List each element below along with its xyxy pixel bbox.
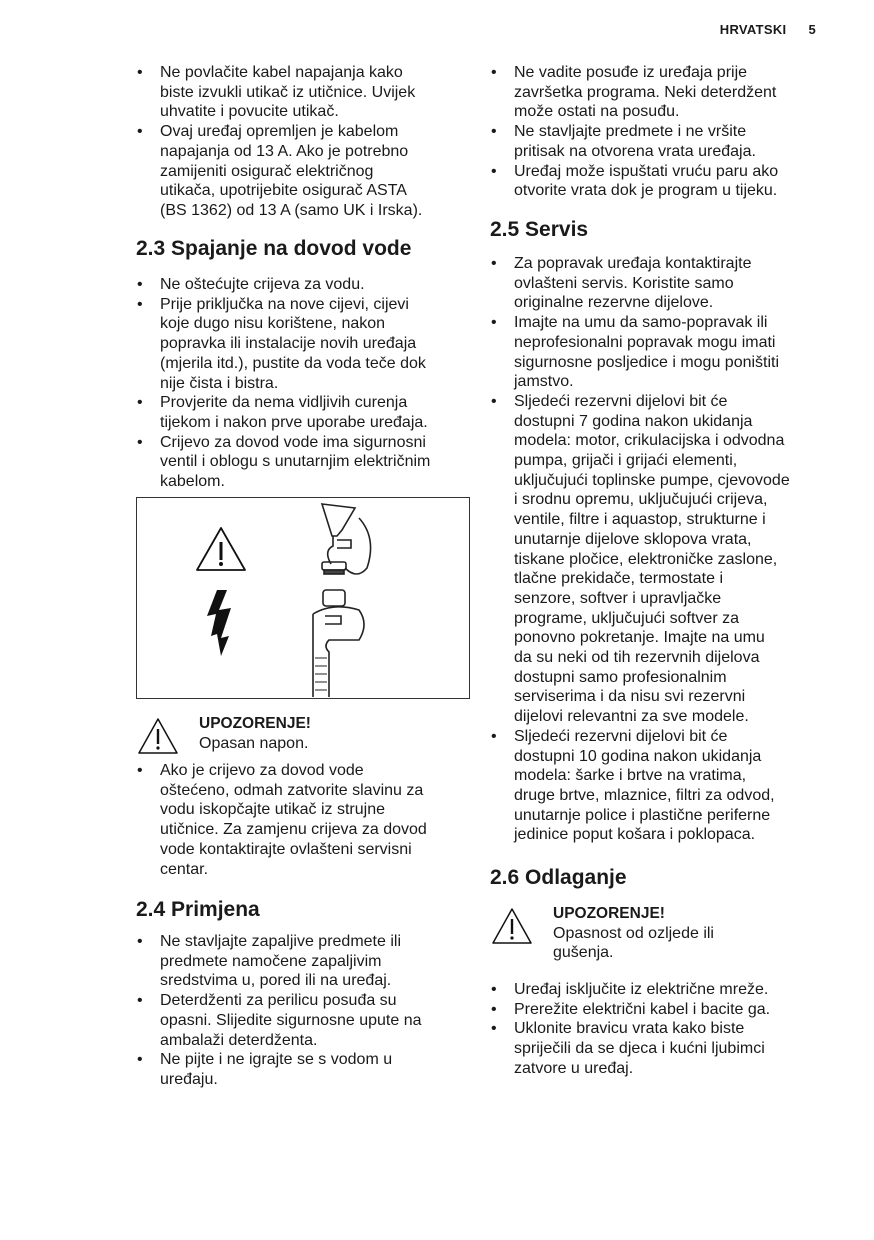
warning-box [490, 904, 830, 963]
list-item-text: dostupni samo profesionalnim [514, 668, 727, 686]
list-item [136, 275, 476, 295]
bullet-list [136, 761, 476, 879]
bullet-icon: • [137, 123, 143, 141]
list-item-text: Sljedeći rezervni dijelovi bit će [514, 392, 728, 410]
inlet-hose-icon [313, 590, 364, 697]
bullet-list [490, 63, 830, 201]
list-item-text: Uklonite bravicu vrata kako biste [514, 1020, 745, 1038]
list-item-text: Prerežite električni kabel i bacite ga. [514, 1000, 771, 1018]
bullet-icon: • [491, 981, 497, 998]
bullet-icon: • [137, 276, 143, 293]
bullet-list [490, 254, 830, 845]
list-item-text: ovlašteni servis. Koristite samo [514, 274, 734, 292]
list-item-text: zamijeniti osigurač električnog [160, 162, 374, 180]
list-item-text: predmete namočene zapaljivim [160, 952, 382, 970]
section-heading-2-3: 2.3 Spajanje na dovod vode [136, 237, 412, 260]
list-item-text: originalne rezervne dijelove. [514, 294, 714, 312]
warning-title: UPOZORENJE! [199, 715, 311, 732]
list-item-text: (mjerila itd.), pustite da voda teče dok [160, 354, 426, 372]
list-item-text: serviserima i da nisu svi rezervni [514, 688, 746, 706]
bullet-list [136, 932, 476, 1090]
list-item-text: Deterdženti za perilicu posuđa su [160, 992, 397, 1010]
list-item-text: da su neki od tih rezervnih dijelova [514, 649, 760, 667]
list-item-text: tiskane pločice, elektroničke zaslone, [514, 550, 778, 568]
bullet-list [490, 980, 830, 1079]
list-item-text: unutarnje dijelove sklopova vrata, [514, 530, 752, 548]
list-item-text: Ne vadite posuđe iz uređaja prije [514, 64, 748, 81]
bullet-list [136, 63, 476, 221]
warning-triangle-icon [136, 716, 180, 756]
list-item-text: zatvore u uređaj. [514, 1059, 634, 1077]
warning-box [136, 714, 476, 753]
list-item-text: dijelovi relevantni za sve modele. [514, 708, 749, 726]
section-heading-2-6: 2.6 Odlaganje [490, 866, 627, 889]
list-item [136, 932, 476, 991]
list-item-text: utičnice. Za zamjenu crijeva za dovod [160, 821, 427, 839]
list-item [490, 254, 830, 313]
list-item [490, 63, 830, 122]
list-item-text: sigurnosne posljedice i mogu poništiti [514, 353, 780, 371]
list-item [136, 1050, 476, 1089]
list-item [136, 433, 476, 492]
list-item-text: uhvatite i povucite utikač. [160, 103, 339, 121]
list-item [490, 313, 830, 392]
list-item-text: koje dugo nisu korištene, nakon [160, 315, 386, 333]
list-item-text: ventile, filtre i aquastop, strukturne i [514, 511, 766, 529]
bullet-icon: • [491, 1020, 497, 1038]
list-item-text: Uređaj isključite iz električne mreže. [514, 981, 769, 998]
list-item-text: pumpa, grijači i grijaći elementi, [514, 452, 738, 470]
list-item-text: Ne pijte i ne igrajte se s vodom u [160, 1051, 393, 1069]
list-item [490, 980, 830, 1000]
list-item-text: Crijevo za dovod vode ima sigurnosni [160, 433, 426, 451]
list-item [490, 162, 830, 201]
list-item-text: kabelom. [160, 473, 225, 491]
list-item-text: utikača, upotrijebite osigurač ASTA [160, 182, 407, 200]
list-item-text: Provjerite da nema vidljivih curenja [160, 394, 408, 412]
list-item-text: može ostati na posuđu. [514, 103, 680, 121]
list-item-text: Za popravak uređaja kontaktirajte [514, 255, 752, 272]
list-item-text: Ovaj uređaj opremljen je kabelom [160, 123, 399, 141]
list-item-text: pritisak na otvorena vrata uređaja. [514, 142, 756, 160]
list-item-text: jamstvo. [514, 373, 574, 391]
list-item-text: napajanja od 13 A. Ako je potrebno [160, 142, 409, 160]
list-item-text: Prije priključka na nove cijevi, cijevi [160, 295, 409, 313]
list-item [490, 392, 830, 727]
list-item-text: uređaju. [160, 1070, 218, 1088]
bullet-icon: • [491, 162, 497, 180]
list-item-text: Ne stavljajte zapaljive predmete ili [160, 933, 401, 950]
list-item-text: jedinice poput košara i poklopaca. [514, 826, 756, 844]
list-item-text: popravka ili instalacije novih uređaja [160, 335, 417, 353]
list-item-text: Uređaj može ispuštati vruću paru ako [514, 162, 779, 180]
list-item-text: spriječili da se djeca i kućni ljubimci [514, 1040, 765, 1058]
list-item-text: tijekom i nakon prve uporabe uređaja. [160, 413, 428, 431]
bullet-icon: • [137, 762, 143, 779]
page-number: 5 [808, 22, 816, 37]
bullet-icon: • [491, 392, 497, 410]
list-item-text: modela: motor, crikulacijska i odvodna [514, 432, 785, 450]
bullet-icon: • [137, 933, 143, 950]
list-item [490, 727, 830, 845]
list-item-text: ambalaži deterdženta. [160, 1031, 318, 1049]
warning-text: Opasan napon. [199, 734, 309, 752]
list-item-text: vodu iskopčajte utikač iz strujne [160, 801, 385, 819]
list-item-text: ponovno pokretanje. Imajte na umu [514, 629, 765, 647]
list-item [136, 63, 476, 122]
list-item-text: otvorite vrata dok je program u tijeku. [514, 182, 778, 200]
list-item [136, 991, 476, 1050]
warning-title: UPOZORENJE! [553, 905, 665, 922]
list-item-text: sredstvima u, pored ili na uređaj. [160, 972, 392, 990]
list-item-text: ventil i oblogu s unutarnjim električnim [160, 453, 431, 471]
bullet-icon: • [491, 1000, 497, 1018]
list-item-text: neprofesionalni popravak mogu imati [514, 333, 776, 351]
list-item-text: vode kontaktirajte ovlašteni servisni [160, 840, 412, 858]
bullet-icon: • [137, 433, 143, 451]
water-tap-icon [322, 504, 371, 574]
bullet-icon: • [491, 123, 497, 141]
list-item-text: Ako je crijevo za dovod vode [160, 762, 364, 779]
warning-text: gušenja. [553, 944, 614, 962]
list-item [490, 122, 830, 161]
bullet-icon: • [137, 295, 143, 313]
list-item-text: Ne oštećujte crijeva za vodu. [160, 276, 365, 293]
list-item-text: tlačne prekidače, termostate i [514, 570, 723, 588]
bullet-icon: • [137, 394, 143, 412]
water-inlet-figure [136, 497, 470, 699]
bullet-icon: • [491, 314, 497, 332]
list-item-text: opasni. Slijedite sigurnosne upute na [160, 1011, 422, 1029]
list-item-text: i srodnu opremu, uključujući crijeva, [514, 491, 768, 509]
section-heading-2-5: 2.5 Servis [490, 218, 589, 241]
list-item-text: završetka programa. Neki deterdžent [514, 83, 777, 101]
list-item-text: druge brtve, mlaznice, filtri za odvod, [514, 786, 775, 804]
list-item-text: Sljedeći rezervni dijelovi bit će [514, 727, 728, 745]
list-item-text: Imajte na umu da samo-popravak ili [514, 314, 768, 332]
list-item-text: programe, uključujući softver za [514, 609, 739, 627]
list-item-text: dostupni 10 godina nakon ukidanja [514, 747, 762, 765]
bullet-list [136, 275, 476, 492]
list-item-text: centar. [160, 860, 209, 878]
list-item-text: dostupni 7 godina nakon ukidanja [514, 412, 753, 430]
page-header [698, 22, 816, 37]
list-item-text: modela: šarke i brtve na vratima, [514, 767, 747, 785]
warning-triangle-icon [197, 528, 245, 570]
list-item [490, 1000, 830, 1020]
bullet-icon: • [491, 255, 497, 272]
section-heading-2-4: 2.4 Primjena [136, 898, 260, 921]
bullet-icon: • [137, 1051, 143, 1069]
list-item-text: unutarnje police i plastične periferne [514, 806, 771, 824]
list-item-text: (BS 1362) od 13 A (samo UK i Irska). [160, 201, 423, 219]
bullet-icon: • [137, 992, 143, 1010]
warning-triangle-icon [490, 906, 534, 946]
warning-text: Opasnost od ozljede ili [553, 924, 714, 942]
list-item-text: uključujući toplinske pumpe, cjevovode [514, 471, 790, 489]
list-item-text: nije čista i bistra. [160, 374, 279, 392]
list-item-text: senzore, softver i upravljačke [514, 589, 722, 607]
list-item [136, 393, 476, 432]
list-item [136, 122, 476, 221]
list-item-text: Ne stavljajte predmete i ne vršite [514, 123, 747, 141]
list-item [490, 1019, 830, 1078]
list-item [136, 295, 476, 394]
list-item-text: Ne povlačite kabel napajanja kako [160, 64, 403, 81]
header-language: HRVATSKI [719, 22, 787, 37]
lightning-bolt-icon [207, 590, 231, 656]
bullet-icon: • [137, 64, 143, 81]
list-item-text: biste izvukli utikač iz utičnice. Uvijek [160, 83, 416, 101]
bullet-icon: • [491, 727, 497, 745]
list-item-text: oštećeno, odmah zatvorite slavinu za [160, 781, 424, 799]
bullet-icon: • [491, 64, 497, 81]
list-item [136, 761, 476, 879]
